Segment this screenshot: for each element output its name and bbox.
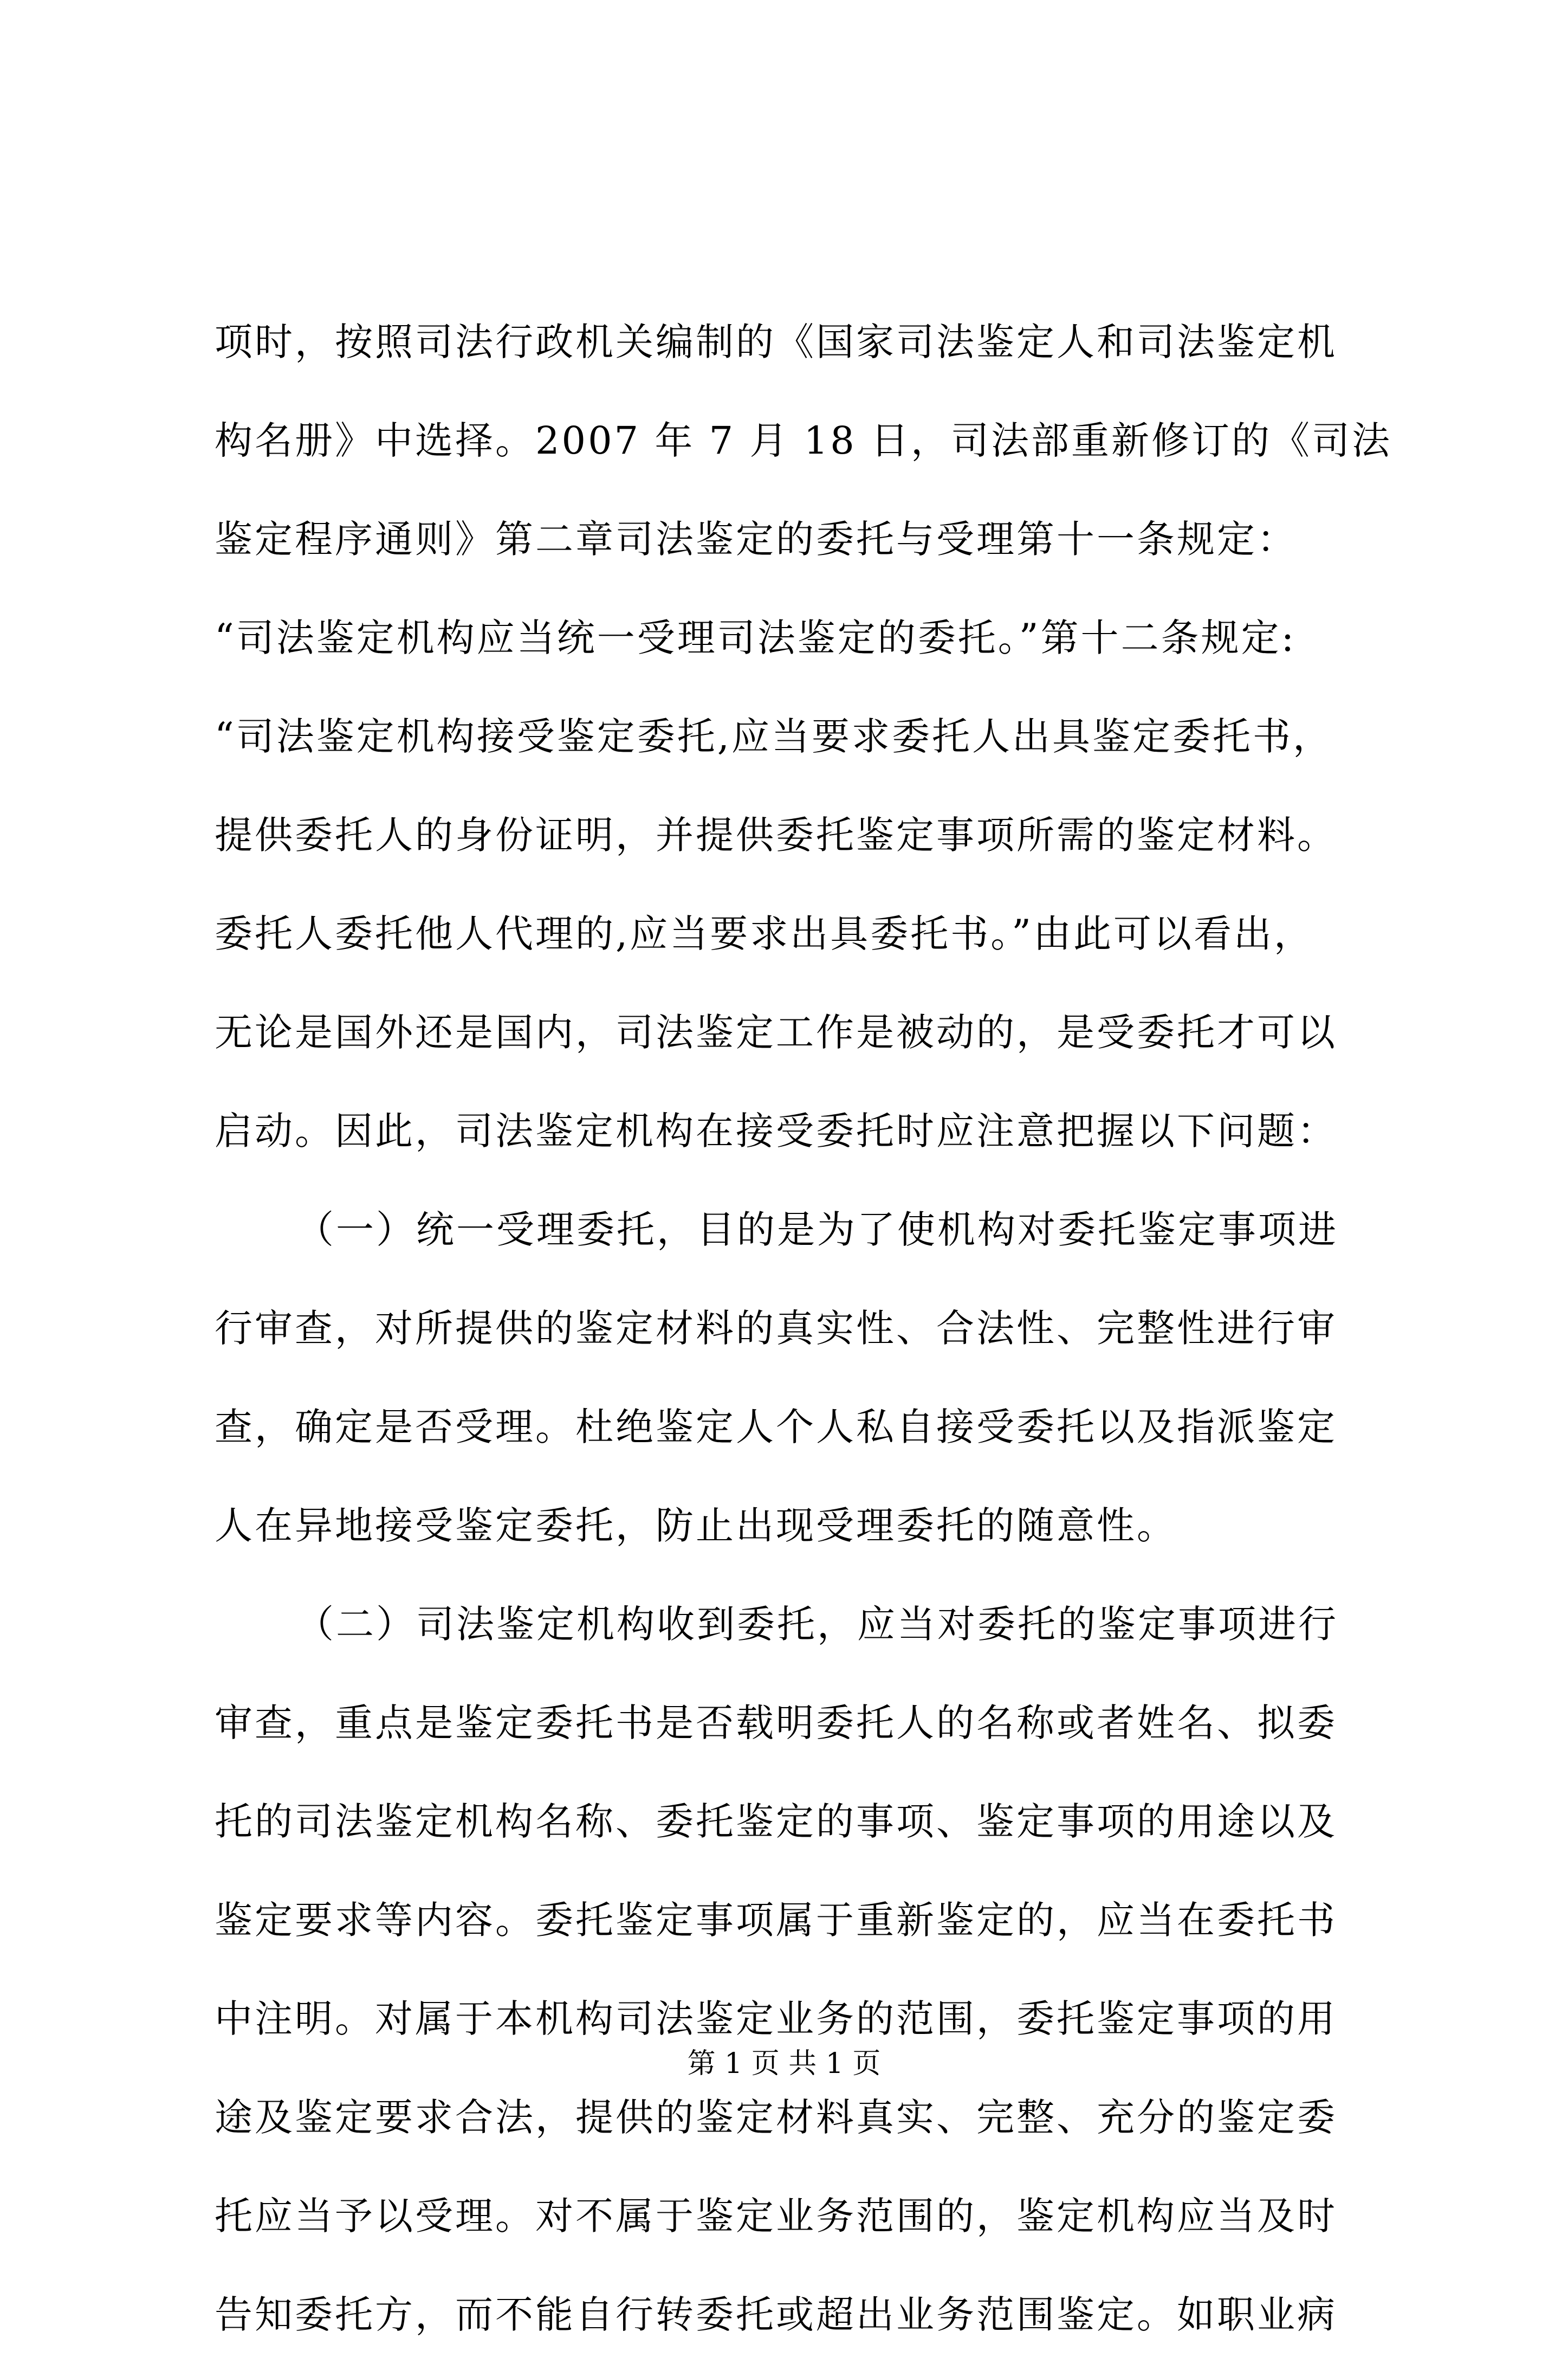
text-line: 鉴定要求等内容。委托鉴定事项属于重新鉴定的，应当在委托书	[215, 1898, 1337, 1942]
text-line: “司法鉴定机构应当统一受理司法鉴定的委托。”第十二条规定:	[215, 616, 1297, 660]
page-number-footer: 第 1 页 共 1 页	[687, 2047, 881, 2080]
text-line: 鉴定程序通则》第二章司法鉴定的委托与受理第十一条规定：	[215, 517, 1297, 561]
paragraph-start-line: （一）统一受理委托，目的是为了使机构对委托鉴定事项进	[296, 1207, 1338, 1252]
text-line: 告知委托方，而不能自行转委托或超出业务范围鉴定。如职业病	[215, 2292, 1337, 2337]
text-line: 项时，按照司法行政机关编制的《国家司法鉴定人和司法鉴定机	[215, 320, 1337, 364]
text-line: 无论是国外还是国内，司法鉴定工作是被动的，是受委托才可以	[215, 1010, 1337, 1055]
paragraph-start-line: （二）司法鉴定机构收到委托，应当对委托的鉴定事项进行	[296, 1602, 1338, 1646]
text-line: 托应当予以受理。对不属于鉴定业务范围的，鉴定机构应当及时	[215, 2194, 1337, 2238]
text-line: 行审查，对所提供的鉴定材料的真实性、合法性、完整性进行审	[215, 1306, 1337, 1351]
text-line: 启动。因此，司法鉴定机构在接受委托时应注意把握以下问题：	[215, 1109, 1337, 1153]
text-line: 提供委托人的身份证明，并提供委托鉴定事项所需的鉴定材料。	[215, 813, 1337, 857]
text-line: 构名册》中选择。2007 年 7 月 18 日，司法部重新修订的《司法	[215, 418, 1392, 463]
text-line: “司法鉴定机构接受鉴定委托,应当要求委托人出具鉴定委托书，	[215, 714, 1333, 759]
text-line: 委托人委托他人代理的,应当要求出具委托书。”由此可以看出，	[215, 912, 1314, 956]
text-line: 途及鉴定要求合法，提供的鉴定材料真实、完整、充分的鉴定委	[215, 2095, 1337, 2140]
text-line: 人在异地接受鉴定委托，防止出现受理委托的随意性。	[215, 1503, 1177, 1548]
text-line: 中注明。对属于本机构司法鉴定业务的范围，委托鉴定事项的用	[215, 1997, 1337, 2041]
text-line: 审查，重点是鉴定委托书是否载明委托人的名称或者姓名、拟委	[215, 1701, 1337, 1745]
text-line: 查，确定是否受理。杜绝鉴定人个人私自接受委托以及指派鉴定	[215, 1405, 1337, 1449]
text-line: 托的司法鉴定机构名称、委托鉴定的事项、鉴定事项的用途以及	[215, 1799, 1337, 1844]
